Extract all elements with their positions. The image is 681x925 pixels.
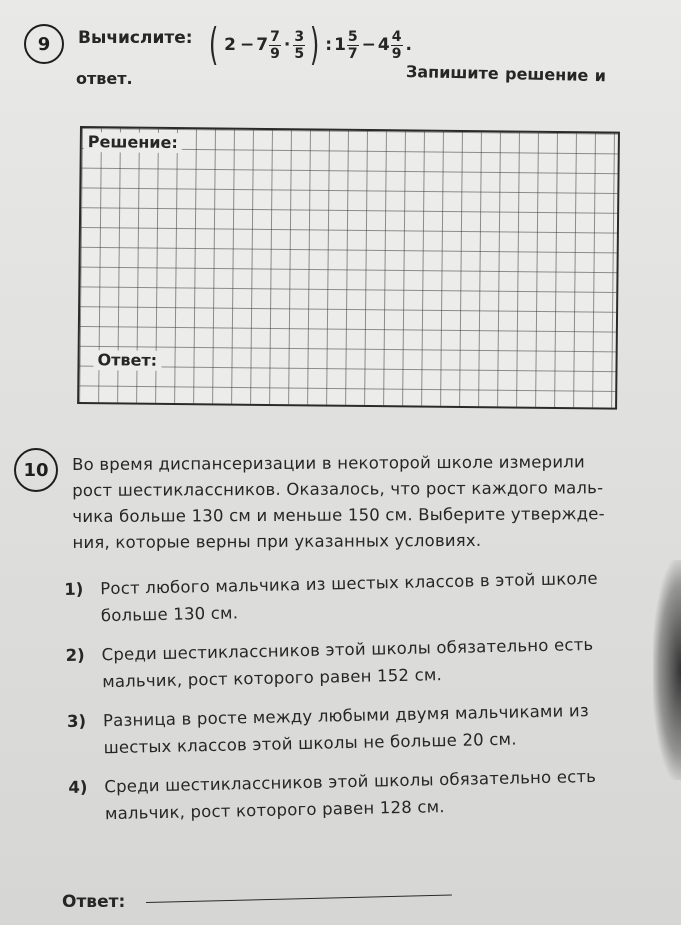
option-4-text xyxy=(104,762,663,828)
fraction-4-denominator: 9 xyxy=(391,45,402,62)
fraction-1-denominator: 9 xyxy=(270,45,280,62)
formula-open-paren: ( xyxy=(208,19,219,70)
option-2 xyxy=(65,630,660,696)
option-2-text xyxy=(101,630,660,696)
option-3-line-1: Разница в росте между любыми двумя мальчиками из xyxy=(102,701,590,731)
statement-line-2: рост шестиклассников. Оказалось, что рост каждого маль- xyxy=(72,478,604,500)
option-1-text xyxy=(100,564,659,630)
statement-line-3: чика больше 130 см и меньше 150 см. Выберите утвержде- xyxy=(72,504,605,526)
task-9-number: 9 xyxy=(37,33,51,55)
formula-minus-2: − xyxy=(361,35,376,55)
task-9-formula xyxy=(205,17,414,73)
fraction-4-numerator: 4 xyxy=(391,28,402,45)
option-3-number: 3) xyxy=(66,711,87,731)
fraction-2-numerator: 3 xyxy=(294,28,305,45)
statement-line-1: Во время диспансеризации в некоторой школе измерили xyxy=(72,452,585,474)
task-9-lead-text: Вычислите: xyxy=(78,28,193,48)
solution-label: Решение: xyxy=(84,132,182,153)
option-1-number: 1) xyxy=(64,579,84,599)
tail-word-1: Запишите xyxy=(405,62,499,83)
solution-grid[interactable] xyxy=(77,126,620,410)
grid-answer-label: Ответ: xyxy=(93,350,161,371)
formula-dot: · xyxy=(283,35,291,55)
task-10-statement xyxy=(72,449,641,556)
option-4-number: 4) xyxy=(68,777,88,797)
tail-word-3: и xyxy=(594,65,607,86)
option-3 xyxy=(67,696,662,762)
option-4-line-2: мальчик, рост которого равен 128 см. xyxy=(104,797,445,824)
fraction-3-denominator: 7 xyxy=(347,45,358,62)
formula-whole-a: 2 xyxy=(224,35,237,55)
task-10-number-badge xyxy=(14,448,58,492)
task-9-line-2: ответ. xyxy=(76,69,133,88)
fraction-1-numerator: 7 xyxy=(270,28,280,45)
fraction-2-denominator: 5 xyxy=(294,45,305,62)
task-10-number: 10 xyxy=(23,459,49,481)
option-4 xyxy=(68,762,663,828)
option-1-line-2: больше 130 см. xyxy=(100,603,239,626)
task-10-answer-line[interactable] xyxy=(146,895,452,903)
formula-close-paren: ) xyxy=(309,19,320,70)
formula-fraction-3 xyxy=(347,29,359,62)
formula-minus: − xyxy=(240,35,255,55)
task-9-number-badge xyxy=(24,24,64,64)
formula-colon: : xyxy=(325,35,333,55)
fraction-3-numerator: 5 xyxy=(347,28,358,45)
formula-fraction-4 xyxy=(391,29,403,62)
task-10-options xyxy=(64,564,663,840)
tail-word-2: решение xyxy=(504,64,589,85)
option-2-number: 2) xyxy=(65,645,85,665)
option-2-line-2: мальчик, рост которого равен 152 см. xyxy=(102,665,443,692)
option-3-line-2: шестых классов этой школы не больше 20 см. xyxy=(103,729,517,758)
option-1 xyxy=(64,564,659,630)
formula-whole-b: 7 xyxy=(256,35,269,55)
task-10-answer-label: Ответ: xyxy=(62,892,126,912)
option-2-line-1: Среди шестиклассников этой школы обязательно есть xyxy=(101,634,594,665)
formula-whole-d: 4 xyxy=(377,35,390,55)
option-4-line-1: Среди шестиклассников этой школы обязательно есть xyxy=(104,766,597,797)
statement-line-4: ния, которые верны при указанных условиях. xyxy=(72,530,482,552)
option-1-line-1: Рост любого мальчика из шестых классов в этой школе xyxy=(100,568,598,599)
formula-fraction-2 xyxy=(293,29,305,62)
formula-fraction-1 xyxy=(269,29,281,62)
option-3-text xyxy=(103,696,662,762)
formula-whole-c: 1 xyxy=(334,35,346,55)
formula-period: . xyxy=(405,35,412,55)
task-9-tail-text xyxy=(406,62,606,85)
